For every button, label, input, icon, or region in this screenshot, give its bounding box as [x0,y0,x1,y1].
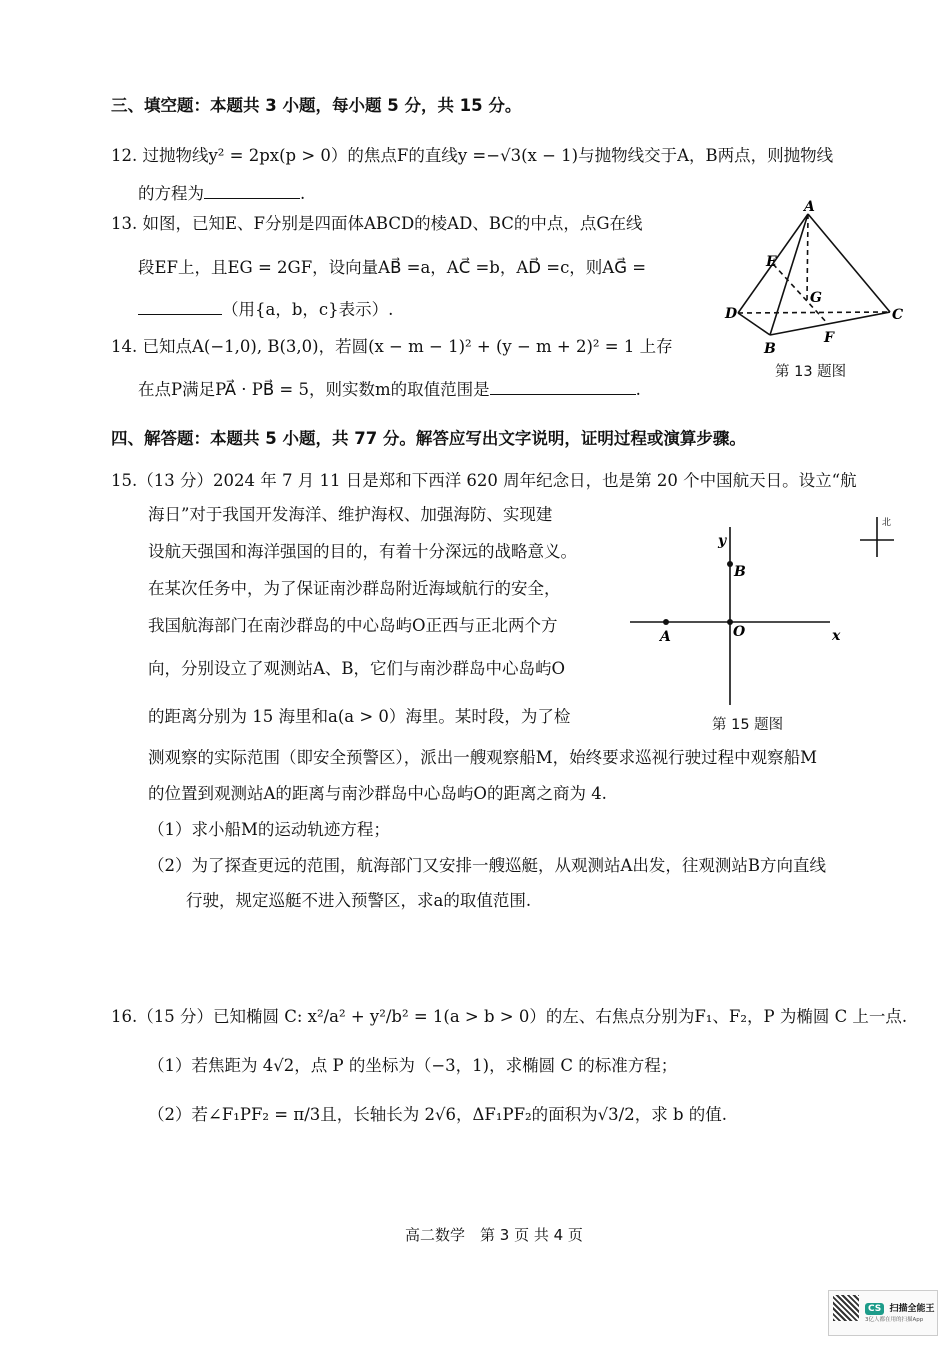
q15-line2: 海日”对于我国开发海洋、维护海权、加强海防、实现建 [148,505,553,524]
label-F: F [824,330,834,346]
watermark-title: CS 扫描全能王 [865,1296,935,1315]
q15-figure-caption: 第 15 题图 [712,717,784,733]
cs-logo-icon: CS [865,1303,884,1315]
q15-line9: 的位置到观测站A的距离与南沙群岛中心岛屿O的距离之商为 4. [148,784,607,803]
label-B-station: B [734,564,746,580]
section-4-header: 四、解答题：本题共 5 小题，共 77 分。解答应写出文字说明，证明过程或演算步骤。 [111,429,746,448]
q15-part2-line1: （2）为了探查更远的范围，航海部门又安排一艘巡艇，从观测站A出发，往观测站B方向直线 [148,856,827,875]
q12-text: 的方程为 [138,184,204,203]
q14-text: 在点P满足PA⃗ · PB⃗ = 5，则实数m的取值范围是 [138,380,490,399]
label-A: A [804,199,815,215]
label-D: D [725,306,738,322]
q15-line4: 在某次任务中，为了保证南沙群岛附近海域航行的安全， [148,579,561,598]
axis-label-x: x [832,628,841,644]
point-A [663,619,669,625]
q13-line1: 13. 如图，已知E、F分别是四面体ABCD的棱AD、BC的中点，点G在线 [111,214,643,233]
q13-figure-caption: 第 13 题图 [775,364,847,380]
q12-line2 [138,180,305,204]
edge-DB [738,313,770,335]
label-B: B [764,341,776,357]
q15-line3: 设航天强国和海洋强国的目的，有着十分深远的战略意义。 [148,542,577,561]
q13-text: （用{a，b，c}表示）. [222,300,394,319]
q12-end: . [300,184,306,203]
q16-part1: （1）若焦距为 4√2，点 P 的坐标为（−3，1)，求椭圆 C 的标准方程； [148,1056,678,1075]
axis-label-y: y [718,533,727,549]
label-E: E [766,254,777,270]
q13-answer-blank [138,300,222,315]
label-A-station: A [660,629,671,645]
edge-DC-hidden [738,312,890,313]
tetrahedron-figure [722,198,912,358]
q15-part1: （1）求小船M的运动轨迹方程； [148,820,390,839]
q14-end: . [635,380,641,399]
qr-code [833,1295,859,1321]
q15-line1: 15.（13 分）2024 年 7 月 11 日是郑和下西洋 620 周年纪念日，也是第 20 个中国航天日。设立“航 [111,471,857,490]
q15-line8: 测观察的实际范围（即安全预警区），派出一艘观察船M，始终要求巡视行驶过程中观察船M [148,748,818,767]
north-label: 北 [882,518,892,528]
q13-line2: 段EF上，且EG = 2GF，设向量AB⃗ =a，AC⃗ =b，AD⃗ =c，则AG⃗ = [138,258,647,277]
scanner-watermark [828,1290,938,1336]
segment-AG [807,214,808,301]
edge-AB [770,214,808,335]
point-B [727,561,733,567]
label-O-origin: O [733,624,746,640]
page-footer: 高二数学 第 3 页 共 4 页 [405,1226,583,1244]
q14-answer-blank [490,380,636,395]
coordinate-figure [620,505,910,710]
label-C: C [892,307,904,323]
q15-line6: 向，分别设立了观测站A、B，它们与南沙群岛中心岛屿O [148,659,566,678]
label-G: G [810,290,822,306]
q16-line1: 16.（15 分）已知椭圆 C: x²/a² + y²/b² = 1(a > b > 0）的左、右焦点分别为F₁、F₂，P 为椭圆 C 上一点. [111,1007,908,1026]
q15-line7: 的距离分别为 15 海里和a(a > 0）海里。某时段，为了检 [148,707,571,726]
q15-part2-line2: 行驶，规定巡艇不进入预警区，求a的取值范围. [186,891,532,910]
q14-line2 [138,376,641,400]
q15-line5: 我国航海部门在南沙群岛的中心岛屿O正西与正北两个方 [148,616,558,635]
q12-line1: 12. 过抛物线y² = 2px(p > 0）的焦点F的直线y =−√3(x − 1)与抛物线交于A，B两点，则抛物线 [111,146,834,165]
q16-part2: （2）若∠F₁PF₂ = π/3且，长轴长为 2√6，ΔF₁PF₂的面积为√3/2，求 b 的值. [148,1105,728,1124]
q13-line3 [138,296,393,320]
q12-answer-blank [204,184,300,199]
watermark-subtitle: 3亿人都在用的扫描App [865,1317,924,1323]
q14-line1: 14. 已知点A(−1,0), B(3,0)，若圆(x − m − 1)² + (y − m + 2)² = 1 上存 [111,337,673,356]
section-3-header: 三、填空题：本题共 3 小题，每小题 5 分，共 15 分。 [111,96,522,115]
